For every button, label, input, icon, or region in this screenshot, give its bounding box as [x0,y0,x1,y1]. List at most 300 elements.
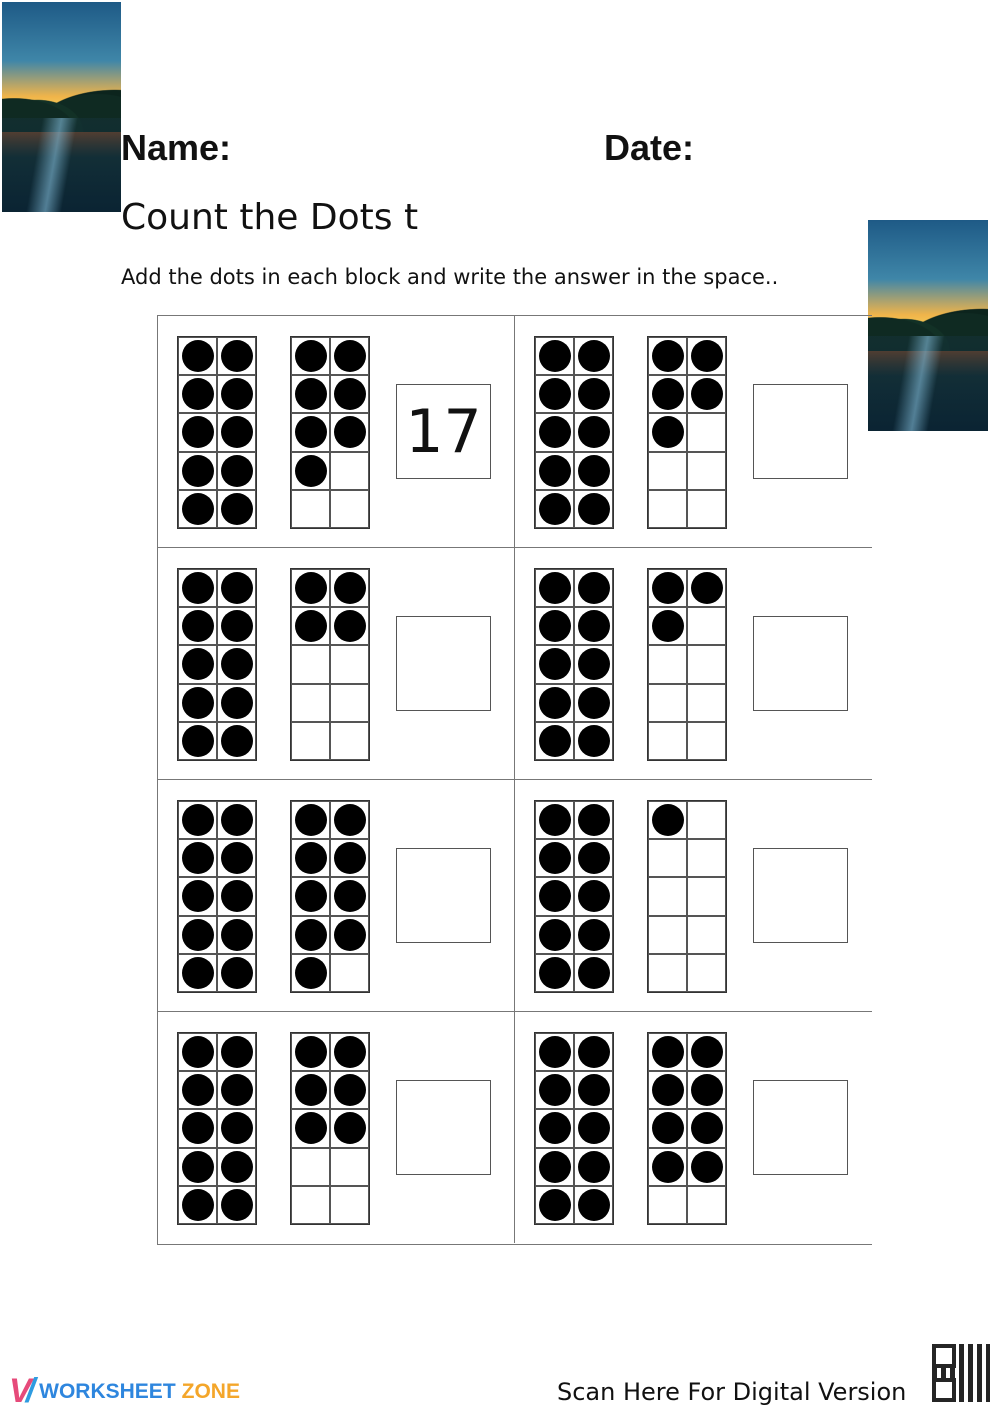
ten-frame-slot [687,490,726,528]
dot-icon [295,957,327,989]
ten-frame-slot [535,722,574,760]
ten-frame-slot [178,839,217,877]
ten-frame-slot [535,1148,574,1186]
dot-icon [578,1189,610,1221]
ten-frame-slot [178,337,217,375]
ten-frame-slot [574,337,613,375]
dot-icon [578,340,610,372]
ten-frame-slot [574,801,613,839]
dot-icon [221,687,253,719]
dot-icon [652,1151,684,1183]
ten-frame-slot [217,413,256,451]
qr-code-icon[interactable] [932,1344,990,1402]
dot-icon [539,1151,571,1183]
ten-frame-slot [178,1148,217,1186]
ten-frame-slot [687,839,726,877]
ten-frame-slot [330,1148,369,1186]
dot-icon [295,1036,327,1068]
ten-frame-slot [687,375,726,413]
ten-frame-slot [178,607,217,645]
dot-icon [182,455,214,487]
ten-frame-slot [291,569,330,607]
ten-frame-slot [687,801,726,839]
dot-icon [578,1074,610,1106]
ten-frame-slot [535,1109,574,1147]
dot-icon [221,648,253,680]
name-label: Name: [121,127,232,168]
problem-grid [157,315,872,1245]
dot-icon [691,1036,723,1068]
ten-frame-slot [535,452,574,490]
dot-icon [578,842,610,874]
ten-frame-slot [217,722,256,760]
dot-icon [295,572,327,604]
ten-frame-slot [291,916,330,954]
ten-frame-slot [291,1071,330,1109]
ten-frame-slot [535,801,574,839]
dot-icon [221,572,253,604]
ten-frame-slot [291,954,330,992]
dot-icon [578,725,610,757]
dot-icon [578,1151,610,1183]
ten-frame [177,568,257,761]
dot-icon [539,416,571,448]
ten-frame-slot [178,801,217,839]
problem-cell [158,1011,515,1243]
ten-frame-slot [291,722,330,760]
ten-frame-slot [330,607,369,645]
dot-icon [578,572,610,604]
ten-frame-slot [217,490,256,528]
problem-cell [515,315,872,547]
dot-icon [182,804,214,836]
dot-icon [182,880,214,912]
worksheet-title: Count the Dots t [121,197,419,238]
ten-frame-slot [330,801,369,839]
ten-frame-slot [291,877,330,915]
worksheet-zone-logo [9,1372,240,1411]
ten-frame-slot [178,722,217,760]
ten-frame-slot [687,1071,726,1109]
answer-box[interactable] [753,848,848,943]
landscape-image-right [868,220,988,431]
ten-frame-slot [648,607,687,645]
ten-frame-slot [178,1071,217,1109]
dot-icon [295,340,327,372]
ten-frame-slot [217,569,256,607]
answer-box[interactable] [753,1080,848,1175]
dot-icon [295,880,327,912]
ten-frame-slot [535,1033,574,1071]
answer-box[interactable] [396,616,491,711]
ten-frame [177,1032,257,1225]
answer-box[interactable]: 17 [396,384,491,479]
ten-frame-slot [648,684,687,722]
ten-frame-slot [574,839,613,877]
dot-icon [182,1189,214,1221]
dot-icon [539,610,571,642]
ten-frame-slot [330,569,369,607]
dot-icon [221,919,253,951]
ten-frame-slot [217,801,256,839]
ten-frame-slot [330,684,369,722]
ten-frame-slot [687,1148,726,1186]
landscape-image-left [2,2,121,212]
scan-instruction: Scan Here For Digital Version [557,1378,907,1406]
dot-icon [578,493,610,525]
dot-icon [334,1036,366,1068]
ten-frame-slot [291,413,330,451]
ten-frame-slot [330,490,369,528]
ten-frame-slot [330,722,369,760]
ten-frame-slot [291,452,330,490]
dot-icon [221,1112,253,1144]
dot-icon [539,572,571,604]
ten-frame-slot [291,801,330,839]
ten-frame-slot [574,569,613,607]
ten-frame-slot [687,1186,726,1224]
ten-frame-slot [648,1033,687,1071]
ten-frame-slot [291,1186,330,1224]
dot-icon [334,880,366,912]
instructions-text: Add the dots in each block and write the answer in the space.. [121,265,779,289]
ten-frame [290,568,370,761]
dot-icon [182,378,214,410]
ten-frame-slot [648,452,687,490]
ten-frame-slot [217,1148,256,1186]
ten-frame-slot [291,645,330,683]
ten-frame-slot [291,337,330,375]
dot-icon [295,1074,327,1106]
dot-icon [221,416,253,448]
ten-frame-slot [178,490,217,528]
dot-icon [578,378,610,410]
ten-frame-slot [217,452,256,490]
ten-frame-slot [291,1109,330,1147]
ten-frame-slot [535,1071,574,1109]
ten-frame-slot [178,916,217,954]
ten-frame-slot [574,413,613,451]
ten-frame-slot [574,645,613,683]
dot-icon [182,610,214,642]
dot-icon [182,919,214,951]
dot-icon [221,842,253,874]
dot-icon [539,804,571,836]
ten-frame [177,336,257,529]
ten-frame-slot [574,1109,613,1147]
dot-icon [182,725,214,757]
ten-frame [647,1032,727,1225]
dot-icon [221,340,253,372]
dot-icon [182,340,214,372]
ten-frame-slot [217,1071,256,1109]
ten-frame-slot [687,1109,726,1147]
dot-icon [334,919,366,951]
dot-icon [221,378,253,410]
ten-frame-slot [535,645,574,683]
ten-frame-slot [574,916,613,954]
dot-icon [539,842,571,874]
ten-frame-slot [648,337,687,375]
dot-icon [182,493,214,525]
dot-icon [221,1074,253,1106]
ten-frame-slot [178,1109,217,1147]
ten-frame [534,336,614,529]
dot-icon [182,687,214,719]
answer-box[interactable] [396,1080,491,1175]
ten-frame-slot [648,954,687,992]
dot-icon [539,880,571,912]
dot-icon [334,1112,366,1144]
logo-brand-accent: ZONE [181,1379,240,1403]
dot-icon [578,687,610,719]
ten-frame-slot [648,1071,687,1109]
dot-icon [221,725,253,757]
dot-icon [691,572,723,604]
ten-frame-slot [535,684,574,722]
problem-cell [158,547,515,779]
dot-icon [539,957,571,989]
dot-icon [295,842,327,874]
dot-icon [652,804,684,836]
ten-frame-slot [330,954,369,992]
dot-icon [295,378,327,410]
ten-frame-slot [687,569,726,607]
ten-frame-slot [330,1109,369,1147]
ten-frame-slot [217,1109,256,1147]
dot-icon [182,1036,214,1068]
dot-icon [221,1189,253,1221]
dot-icon [221,804,253,836]
ten-frame-slot [535,569,574,607]
ten-frame-slot [330,877,369,915]
ten-frame-slot [330,1186,369,1224]
ten-frame-slot [178,684,217,722]
ten-frame-slot [330,645,369,683]
ten-frame-slot [291,684,330,722]
ten-frame-slot [648,801,687,839]
dot-icon [334,804,366,836]
ten-frame-slot [330,1033,369,1071]
dot-icon [691,378,723,410]
ten-frame-slot [648,569,687,607]
dot-icon [334,416,366,448]
dot-icon [182,842,214,874]
date-label: Date: [604,127,695,168]
ten-frame-slot [217,375,256,413]
ten-frame-slot [687,645,726,683]
ten-frame-slot [178,413,217,451]
ten-frame-slot [217,916,256,954]
ten-frame-slot [687,877,726,915]
ten-frame-slot [535,916,574,954]
dot-icon [578,804,610,836]
dot-icon [182,1151,214,1183]
dot-icon [182,957,214,989]
ten-frame-slot [535,877,574,915]
dot-icon [221,1151,253,1183]
ten-frame-slot [178,1186,217,1224]
dot-icon [295,610,327,642]
dot-icon [652,610,684,642]
dot-icon [691,1112,723,1144]
ten-frame-slot [574,1071,613,1109]
dot-icon [295,1112,327,1144]
ten-frame-slot [535,375,574,413]
ten-frame-slot [330,839,369,877]
ten-frame-slot [648,1148,687,1186]
dot-icon [578,919,610,951]
answer-box[interactable] [753,616,848,711]
dot-icon [539,493,571,525]
ten-frame-slot [687,607,726,645]
dot-icon [691,340,723,372]
dot-icon [539,1036,571,1068]
logo-brand-main: WORKSHEET [39,1379,176,1403]
ten-frame-slot [648,877,687,915]
ten-frame [647,336,727,529]
ten-frame-slot [535,490,574,528]
ten-frame-slot [535,1186,574,1224]
ten-frame-slot [291,490,330,528]
ten-frame [534,568,614,761]
ten-frame-slot [648,375,687,413]
ten-frame-slot [178,375,217,413]
dot-icon [539,340,571,372]
ten-frame-slot [648,645,687,683]
dot-icon [539,1074,571,1106]
ten-frame-slot [648,916,687,954]
ten-frame-slot [330,337,369,375]
dot-icon [578,416,610,448]
logo-mark-icon: V/ [9,1372,30,1410]
dot-icon [652,572,684,604]
ten-frame-slot [535,607,574,645]
ten-frame-slot [574,375,613,413]
dot-icon [539,725,571,757]
dot-icon [334,1074,366,1106]
ten-frame [290,800,370,993]
ten-frame-slot [574,490,613,528]
ten-frame-slot [574,452,613,490]
dot-icon [221,493,253,525]
dot-icon [334,842,366,874]
ten-frame-slot [217,645,256,683]
ten-frame-slot [535,954,574,992]
dot-icon [182,1074,214,1106]
dot-icon [578,455,610,487]
dot-icon [578,648,610,680]
ten-frame-slot [330,413,369,451]
ten-frame-slot [574,1186,613,1224]
ten-frame-slot [217,1186,256,1224]
problem-cell [515,547,872,779]
ten-frame-slot [291,1033,330,1071]
ten-frame-slot [574,877,613,915]
answer-box[interactable] [396,848,491,943]
ten-frame-slot [687,954,726,992]
dot-icon [652,416,684,448]
dot-icon [578,957,610,989]
dot-icon [295,455,327,487]
dot-icon [221,957,253,989]
problem-cell [515,1011,872,1243]
ten-frame-slot [291,1148,330,1186]
ten-frame-slot [217,1033,256,1071]
ten-frame-slot [648,490,687,528]
dot-icon [652,378,684,410]
ten-frame-slot [217,607,256,645]
ten-frame-slot [687,452,726,490]
ten-frame-slot [291,375,330,413]
ten-frame-slot [291,607,330,645]
dot-icon [221,610,253,642]
dot-icon [691,1074,723,1106]
ten-frame-slot [687,1033,726,1071]
dot-icon [334,610,366,642]
dot-icon [652,1112,684,1144]
dot-icon [652,1036,684,1068]
dot-icon [652,1074,684,1106]
ten-frame-slot [178,877,217,915]
dot-icon [182,1112,214,1144]
ten-frame [177,800,257,993]
ten-frame-slot [648,1186,687,1224]
ten-frame-slot [687,413,726,451]
dot-icon [295,919,327,951]
dot-icon [539,455,571,487]
ten-frame-slot [535,337,574,375]
ten-frame-slot [535,413,574,451]
ten-frame-slot [648,839,687,877]
dot-icon [539,648,571,680]
ten-frame-slot [574,1148,613,1186]
dot-icon [539,378,571,410]
ten-frame [647,800,727,993]
dot-icon [539,1189,571,1221]
ten-frame-slot [217,684,256,722]
dot-icon [182,416,214,448]
dot-icon [578,1112,610,1144]
dot-icon [182,572,214,604]
ten-frame [534,800,614,993]
dot-icon [221,880,253,912]
ten-frame-slot [217,839,256,877]
ten-frame-slot [574,684,613,722]
ten-frame-slot [217,954,256,992]
ten-frame-slot [178,1033,217,1071]
answer-box[interactable] [753,384,848,479]
dot-icon [691,1151,723,1183]
ten-frame-slot [648,413,687,451]
ten-frame-slot [178,452,217,490]
ten-frame-slot [535,839,574,877]
ten-frame-slot [687,337,726,375]
problem-cell [158,315,515,547]
dot-icon [578,610,610,642]
dot-icon [578,1036,610,1068]
dot-icon [334,378,366,410]
ten-frame [290,336,370,529]
dot-icon [334,572,366,604]
ten-frame-slot [330,375,369,413]
dot-icon [295,804,327,836]
ten-frame-slot [574,1033,613,1071]
ten-frame-slot [217,337,256,375]
ten-frame [534,1032,614,1225]
ten-frame-slot [648,722,687,760]
dot-icon [539,687,571,719]
